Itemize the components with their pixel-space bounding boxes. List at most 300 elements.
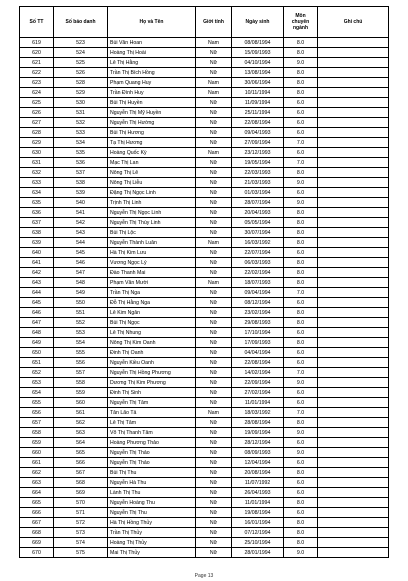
cell-major: 8.0 <box>284 528 318 538</box>
cell-gender: Nữ <box>196 318 232 328</box>
cell-major: 6.0 <box>284 188 318 198</box>
table-row <box>20 468 389 478</box>
cell-gender: Nam <box>196 148 232 158</box>
cell-name: Hoàng Quốc Kỳ <box>108 148 196 158</box>
cell-sbd: 560 <box>54 398 108 408</box>
cell-gender: Nữ <box>196 108 232 118</box>
cell-sbd: 533 <box>54 128 108 138</box>
cell-major: 8.0 <box>284 48 318 58</box>
cell-gender: Nữ <box>196 128 232 138</box>
cell-stt: 622 <box>20 68 54 78</box>
cell-gender: Nữ <box>196 368 232 378</box>
cell-dob: 25/11/1994 <box>232 108 284 118</box>
cell-name: Dương Thị Kim Phương <box>108 378 196 388</box>
cell-gender: Nữ <box>196 188 232 198</box>
cell-stt: 620 <box>20 48 54 58</box>
cell-sbd: 553 <box>54 328 108 338</box>
cell-major: 8.0 <box>284 468 318 478</box>
cell-major: 6.0 <box>284 398 318 408</box>
cell-name: Nguyễn Thị Hồng Phương <box>108 368 196 378</box>
page-footer: Page 13 <box>194 573 214 579</box>
cell-stt: 659 <box>20 438 54 448</box>
cell-dob: 08/09/1993 <box>232 448 284 458</box>
cell-dob: 19/08/1994 <box>232 508 284 518</box>
cell-major: 7.0 <box>284 368 318 378</box>
cell-name: Nguyễn Thị Thu <box>108 508 196 518</box>
cell-note <box>318 228 389 238</box>
cell-name: Hà Thị Hồng Thủy <box>108 518 196 528</box>
cell-sbd: 531 <box>54 108 108 118</box>
cell-stt: 664 <box>20 488 54 498</box>
cell-name: Nông Thị Liễu <box>108 178 196 188</box>
cell-dob: 28/07/1994 <box>232 198 284 208</box>
cell-sbd: 540 <box>54 198 108 208</box>
table-row <box>20 548 389 558</box>
cell-stt: 670 <box>20 548 54 558</box>
cell-gender: Nữ <box>196 198 232 208</box>
cell-gender: Nữ <box>196 338 232 348</box>
cell-dob: 30/07/1994 <box>232 228 284 238</box>
table-body <box>20 38 389 558</box>
table-row <box>20 38 389 48</box>
cell-name: Nguyễn Hà Thu <box>108 478 196 488</box>
cell-stt: 640 <box>20 248 54 258</box>
cell-stt: 646 <box>20 308 54 318</box>
cell-sbd: 551 <box>54 308 108 318</box>
cell-gender: Nữ <box>196 458 232 468</box>
cell-major: 9.0 <box>284 58 318 68</box>
cell-sbd: 530 <box>54 98 108 108</box>
cell-note <box>318 368 389 378</box>
cell-sbd: 524 <box>54 48 108 58</box>
cell-note <box>318 248 389 258</box>
header-sbd: Số báo danh <box>54 7 108 38</box>
cell-stt: 625 <box>20 98 54 108</box>
cell-major: 8.0 <box>284 258 318 268</box>
cell-stt: 652 <box>20 368 54 378</box>
cell-major: 7.0 <box>284 408 318 418</box>
cell-dob: 22/09/1994 <box>232 378 284 388</box>
cell-stt: 660 <box>20 448 54 458</box>
cell-major: 6.0 <box>284 98 318 108</box>
cell-stt: 657 <box>20 418 54 428</box>
cell-name: Nguyễn Thị Ngọc Linh <box>108 208 196 218</box>
cell-name: Nguyễn Thị Tâm <box>108 398 196 408</box>
cell-major: 8.0 <box>284 38 318 48</box>
cell-dob: 16/01/1994 <box>232 518 284 528</box>
cell-name: Trịnh Thị Linh <box>108 198 196 208</box>
cell-major: 9.0 <box>284 548 318 558</box>
cell-gender: Nữ <box>196 218 232 228</box>
cell-gender: Nữ <box>196 268 232 278</box>
cell-stt: 656 <box>20 408 54 418</box>
cell-name: Lê Thị Hằng <box>108 58 196 68</box>
table-row <box>20 78 389 88</box>
cell-dob: 05/05/1994 <box>232 218 284 228</box>
cell-major: 8.0 <box>284 88 318 98</box>
cell-name: Nguyễn Hoàng Thu <box>108 498 196 508</box>
cell-dob: 04/10/1994 <box>232 58 284 68</box>
table-row <box>20 318 389 328</box>
cell-stt: 626 <box>20 108 54 118</box>
cell-name: Hà Thị Kim Lưu <box>108 248 196 258</box>
cell-note <box>318 118 389 128</box>
cell-dob: 22/02/1994 <box>232 268 284 278</box>
cell-major: 7.0 <box>284 138 318 148</box>
cell-name: Đỗ Thị Hằng Nga <box>108 298 196 308</box>
cell-note <box>318 428 389 438</box>
cell-stt: 633 <box>20 178 54 188</box>
cell-dob: 01/03/1994 <box>232 188 284 198</box>
cell-note <box>318 518 389 528</box>
cell-stt: 623 <box>20 78 54 88</box>
cell-note <box>318 478 389 488</box>
cell-name: Bùi Thị Ngọc <box>108 318 196 328</box>
cell-gender: Nam <box>196 408 232 418</box>
cell-note <box>318 438 389 448</box>
cell-major: 8.0 <box>284 228 318 238</box>
cell-gender: Nữ <box>196 548 232 558</box>
cell-dob: 06/03/1993 <box>232 258 284 268</box>
cell-major: 8.0 <box>284 338 318 348</box>
cell-note <box>318 288 389 298</box>
table-row <box>20 438 389 448</box>
cell-stt: 655 <box>20 398 54 408</box>
cell-major: 9.0 <box>284 198 318 208</box>
cell-major: 6.0 <box>284 488 318 498</box>
cell-stt: 638 <box>20 228 54 238</box>
cell-stt: 662 <box>20 468 54 478</box>
cell-note <box>318 318 389 328</box>
cell-dob: 18/03/1992 <box>232 408 284 418</box>
cell-sbd: 550 <box>54 298 108 308</box>
table-row <box>20 58 389 68</box>
cell-note <box>318 378 389 388</box>
cell-dob: 29/08/1993 <box>232 318 284 328</box>
table-row <box>20 98 389 108</box>
cell-note <box>318 208 389 218</box>
cell-major: 9.0 <box>284 378 318 388</box>
cell-name: Đặng Thị Ngọc Linh <box>108 188 196 198</box>
cell-sbd: 545 <box>54 248 108 258</box>
cell-stt: 661 <box>20 458 54 468</box>
cell-gender: Nữ <box>196 448 232 458</box>
cell-note <box>318 98 389 108</box>
cell-gender: Nữ <box>196 68 232 78</box>
cell-name: Tạ Thị Hương <box>108 138 196 148</box>
table-row <box>20 118 389 128</box>
cell-gender: Nữ <box>196 258 232 268</box>
cell-note <box>318 238 389 248</box>
cell-dob: 28/01/1994 <box>232 548 284 558</box>
cell-name: Phạm Văn Mười <box>108 278 196 288</box>
table-row <box>20 458 389 468</box>
table-row <box>20 198 389 208</box>
cell-name: Tân Lão Tả <box>108 408 196 418</box>
header-dob: Ngày sinh <box>232 7 284 38</box>
cell-dob: 20/08/1994 <box>232 468 284 478</box>
cell-major: 6.0 <box>284 438 318 448</box>
cell-major: 8.0 <box>284 78 318 88</box>
cell-note <box>318 528 389 538</box>
cell-dob: 28/12/1994 <box>232 438 284 448</box>
table-row <box>20 498 389 508</box>
header-note: Ghi chú <box>318 7 389 38</box>
cell-note <box>318 128 389 138</box>
cell-sbd: 559 <box>54 388 108 398</box>
cell-sbd: 534 <box>54 138 108 148</box>
cell-stt: 642 <box>20 268 54 278</box>
cell-note <box>318 218 389 228</box>
cell-note <box>318 538 389 548</box>
table-row <box>20 188 389 198</box>
cell-dob: 28/08/1994 <box>232 418 284 428</box>
cell-dob: 15/09/1993 <box>232 48 284 58</box>
cell-dob: 27/02/1994 <box>232 388 284 398</box>
cell-name: Nguyễn Thị Mỹ Huyền <box>108 108 196 118</box>
cell-note <box>318 348 389 358</box>
cell-name: Nguyễn Kiều Oanh <box>108 358 196 368</box>
cell-name: Bùi Văn Hoan <box>108 38 196 48</box>
cell-name: Mai Thị Thủy <box>108 548 196 558</box>
table-row <box>20 378 389 388</box>
cell-note <box>318 168 389 178</box>
cell-major: 8.0 <box>284 498 318 508</box>
cell-gender: Nam <box>196 78 232 88</box>
cell-gender: Nữ <box>196 98 232 108</box>
cell-dob: 22/07/1994 <box>232 248 284 258</box>
cell-note <box>318 448 389 458</box>
cell-major: 9.0 <box>284 448 318 458</box>
table-row <box>20 108 389 118</box>
table-row <box>20 338 389 348</box>
cell-dob: 08/08/1994 <box>232 38 284 48</box>
cell-gender: Nữ <box>196 248 232 258</box>
cell-major: 8.0 <box>284 308 318 318</box>
cell-stt: 627 <box>20 118 54 128</box>
cell-name: Nguyễn Thị Hường <box>108 118 196 128</box>
cell-sbd: 565 <box>54 448 108 458</box>
cell-note <box>318 398 389 408</box>
cell-stt: 643 <box>20 278 54 288</box>
cell-note <box>318 258 389 268</box>
cell-stt: 658 <box>20 428 54 438</box>
table-row <box>20 388 389 398</box>
cell-gender: Nữ <box>196 288 232 298</box>
cell-gender: Nữ <box>196 348 232 358</box>
table-row <box>20 238 389 248</box>
cell-dob: 09/04/1993 <box>232 128 284 138</box>
cell-name: Lành Thị Thu <box>108 488 196 498</box>
table-row <box>20 358 389 368</box>
cell-stt: 666 <box>20 508 54 518</box>
cell-gender: Nữ <box>196 118 232 128</box>
table-row <box>20 278 389 288</box>
cell-note <box>318 338 389 348</box>
cell-major: 8.0 <box>284 418 318 428</box>
cell-sbd: 567 <box>54 468 108 478</box>
cell-dob: 27/09/1994 <box>232 138 284 148</box>
cell-stt: 639 <box>20 238 54 248</box>
cell-stt: 653 <box>20 378 54 388</box>
cell-gender: Nữ <box>196 308 232 318</box>
table-row <box>20 538 389 548</box>
cell-name: Nông Thị Kim Oanh <box>108 338 196 348</box>
cell-sbd: 528 <box>54 78 108 88</box>
cell-dob: 25/10/1994 <box>232 538 284 548</box>
cell-stt: 651 <box>20 358 54 368</box>
table-row <box>20 408 389 418</box>
cell-name: Bùi Thị Thu <box>108 468 196 478</box>
cell-stt: 644 <box>20 288 54 298</box>
cell-sbd: 572 <box>54 518 108 528</box>
cell-gender: Nữ <box>196 178 232 188</box>
cell-major: 8.0 <box>284 278 318 288</box>
cell-major: 8.0 <box>284 218 318 228</box>
cell-name: Trần Thị Thủy <box>108 528 196 538</box>
cell-sbd: 537 <box>54 168 108 178</box>
cell-stt: 624 <box>20 88 54 98</box>
cell-dob: 22/08/1994 <box>232 358 284 368</box>
cell-dob: 07/12/1994 <box>232 528 284 538</box>
cell-dob: 17/09/1993 <box>232 338 284 348</box>
cell-stt: 665 <box>20 498 54 508</box>
cell-dob: 26/04/1993 <box>232 488 284 498</box>
cell-name: Nông Thị Lê <box>108 168 196 178</box>
cell-gender: Nữ <box>196 488 232 498</box>
cell-note <box>318 308 389 318</box>
table-row <box>20 208 389 218</box>
cell-name: Lê Thị Nhung <box>108 328 196 338</box>
cell-note <box>318 278 389 288</box>
cell-dob: 30/06/1994 <box>232 78 284 88</box>
cell-sbd: 544 <box>54 238 108 248</box>
cell-dob: 11/09/1994 <box>232 98 284 108</box>
cell-stt: 667 <box>20 518 54 528</box>
cell-note <box>318 358 389 368</box>
cell-major: 6.0 <box>284 388 318 398</box>
table-row <box>20 258 389 268</box>
cell-sbd: 529 <box>54 88 108 98</box>
cell-stt: 645 <box>20 298 54 308</box>
cell-major: 7.0 <box>284 158 318 168</box>
table-row <box>20 298 389 308</box>
cell-dob: 22/08/1994 <box>232 118 284 128</box>
cell-sbd: 548 <box>54 278 108 288</box>
cell-sbd: 546 <box>54 258 108 268</box>
cell-note <box>318 408 389 418</box>
cell-name: Hoàng Thị Thủy <box>108 538 196 548</box>
cell-note <box>318 48 389 58</box>
cell-stt: 654 <box>20 388 54 398</box>
cell-dob: 11/01/1994 <box>232 398 284 408</box>
cell-sbd: 566 <box>54 458 108 468</box>
cell-name: Hoàng Thị Hoài <box>108 48 196 58</box>
cell-major: 8.0 <box>284 318 318 328</box>
cell-dob: 18/07/1993 <box>232 278 284 288</box>
cell-sbd: 564 <box>54 438 108 448</box>
table-row <box>20 138 389 148</box>
cell-sbd: 538 <box>54 178 108 188</box>
cell-gender: Nữ <box>196 498 232 508</box>
cell-note <box>318 78 389 88</box>
cell-stt: 641 <box>20 258 54 268</box>
cell-gender: Nữ <box>196 518 232 528</box>
cell-note <box>318 148 389 158</box>
cell-dob: 16/03/1992 <box>232 238 284 248</box>
cell-dob: 10/11/1994 <box>232 88 284 98</box>
cell-dob: 09/04/1994 <box>232 288 284 298</box>
cell-sbd: 556 <box>54 358 108 368</box>
cell-gender: Nữ <box>196 138 232 148</box>
cell-stt: 621 <box>20 58 54 68</box>
cell-major: 8.0 <box>284 238 318 248</box>
cell-stt: 636 <box>20 208 54 218</box>
cell-gender: Nữ <box>196 478 232 488</box>
cell-name: Lê Thị Tâm <box>108 418 196 428</box>
table-header-row <box>20 7 389 38</box>
candidate-table <box>19 6 389 558</box>
cell-sbd: 563 <box>54 428 108 438</box>
cell-major: 6.0 <box>284 298 318 308</box>
cell-note <box>318 468 389 478</box>
cell-gender: Nữ <box>196 328 232 338</box>
table-row <box>20 478 389 488</box>
cell-sbd: 574 <box>54 538 108 548</box>
cell-major: 6.0 <box>284 128 318 138</box>
cell-major: 6.0 <box>284 248 318 258</box>
cell-gender: Nữ <box>196 418 232 428</box>
cell-sbd: 539 <box>54 188 108 198</box>
cell-stt: 663 <box>20 478 54 488</box>
cell-sbd: 570 <box>54 498 108 508</box>
cell-major: 8.0 <box>284 68 318 78</box>
cell-note <box>318 178 389 188</box>
cell-note <box>318 498 389 508</box>
cell-name: Lê Kim Ngân <box>108 308 196 318</box>
cell-gender: Nữ <box>196 438 232 448</box>
cell-gender: Nữ <box>196 378 232 388</box>
cell-gender: Nam <box>196 88 232 98</box>
cell-major: 8.0 <box>284 538 318 548</box>
cell-gender: Nữ <box>196 428 232 438</box>
cell-name: Nguyễn Thị Thùy Linh <box>108 218 196 228</box>
cell-gender: Nam <box>196 238 232 248</box>
cell-major: 6.0 <box>284 328 318 338</box>
cell-dob: 11/01/1994 <box>232 498 284 508</box>
cell-gender: Nam <box>196 278 232 288</box>
table-row <box>20 148 389 158</box>
cell-gender: Nữ <box>196 398 232 408</box>
table-row <box>20 288 389 298</box>
cell-stt: 647 <box>20 318 54 328</box>
table-row <box>20 158 389 168</box>
cell-note <box>318 488 389 498</box>
cell-name: Mạc Thị Lan <box>108 158 196 168</box>
cell-note <box>318 88 389 98</box>
header-name: Họ và Tên <box>108 7 196 38</box>
cell-gender: Nữ <box>196 158 232 168</box>
cell-sbd: 555 <box>54 348 108 358</box>
cell-dob: 14/02/1994 <box>232 368 284 378</box>
cell-stt: 650 <box>20 348 54 358</box>
cell-note <box>318 188 389 198</box>
cell-note <box>318 158 389 168</box>
cell-major: 6.0 <box>284 148 318 158</box>
cell-sbd: 532 <box>54 118 108 128</box>
cell-gender: Nữ <box>196 358 232 368</box>
cell-gender: Nữ <box>196 528 232 538</box>
